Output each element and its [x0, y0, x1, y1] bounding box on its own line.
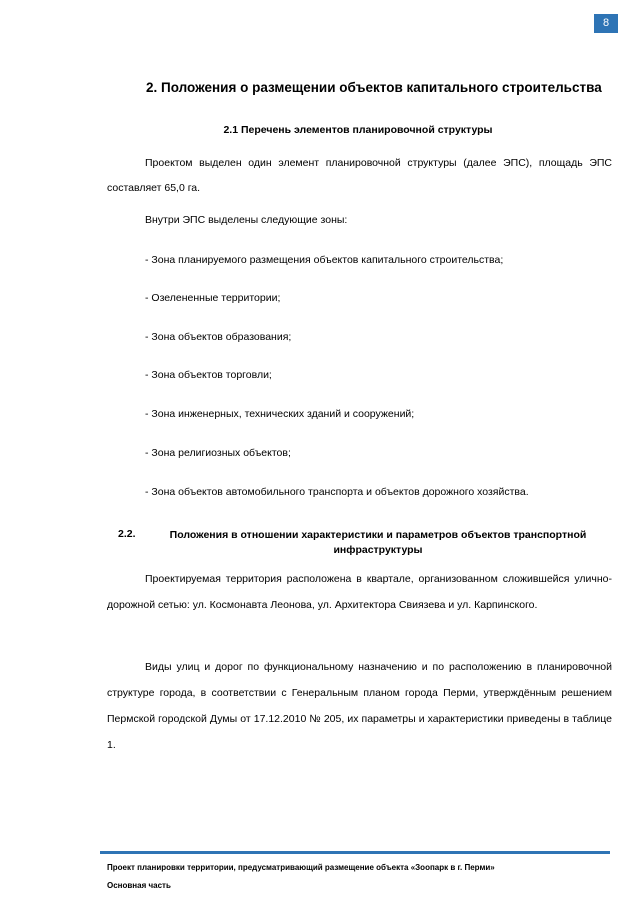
paragraph-streets: Виды улиц и дорог по функциональному назначению и по расположению в планировочной структуре города, в соответствии с Генеральным планом города Перми, утверждённым решением Пермской городской Думы от 17.12.2010 № 205, их параметры и характеристики приведены в таблице 1. [107, 661, 612, 751]
section-2-2-heading: Положения в отношении характеристики и параметров объектов транспортной инфраструктуры [169, 529, 587, 556]
footer-part-label: Основная часть [107, 881, 171, 890]
footer-divider [100, 851, 610, 854]
zone-item: - Зона объектов торговли; [145, 369, 272, 381]
page-number-badge: 8 [594, 14, 618, 33]
paragraph-eps: Проектом выделен один элемент планировочной структуры (далее ЭПС), площадь ЭПС составляет 65,0 га. [107, 157, 612, 194]
zones-intro: Внутри ЭПС выделены следующие зоны: [145, 214, 348, 226]
section-2-2-number: 2.2. [118, 528, 136, 540]
zone-item: - Зона объектов автомобильного транспорта и объектов дорожного хозяйства. [145, 486, 529, 498]
zone-item: - Зона объектов образования; [145, 331, 292, 343]
section-2-1-heading: 2.1 Перечень элементов планировочной структуры [223, 124, 493, 136]
zone-item: - Зона религиозных объектов; [145, 447, 291, 459]
footer-project-title: Проект планировки территории, предусматривающий размещение объекта «Зоопарк в г. Перми» [107, 863, 495, 872]
zone-item: - Озелененные территории; [145, 292, 281, 304]
paragraph-territory: Проектируемая территория расположена в квартале, организованном сложившейся улично-дорожной сетью: ул. Космонавта Леонова, ул. Архитектора Свиязева и ул. Карпинского. [107, 573, 612, 611]
zone-item: - Зона инженерных, технических зданий и сооружений; [145, 408, 415, 420]
section-2-heading: 2. Положения о размещении объектов капитального строительства [146, 80, 602, 95]
zone-item: - Зона планируемого размещения объектов капитального строительства; [145, 254, 504, 266]
